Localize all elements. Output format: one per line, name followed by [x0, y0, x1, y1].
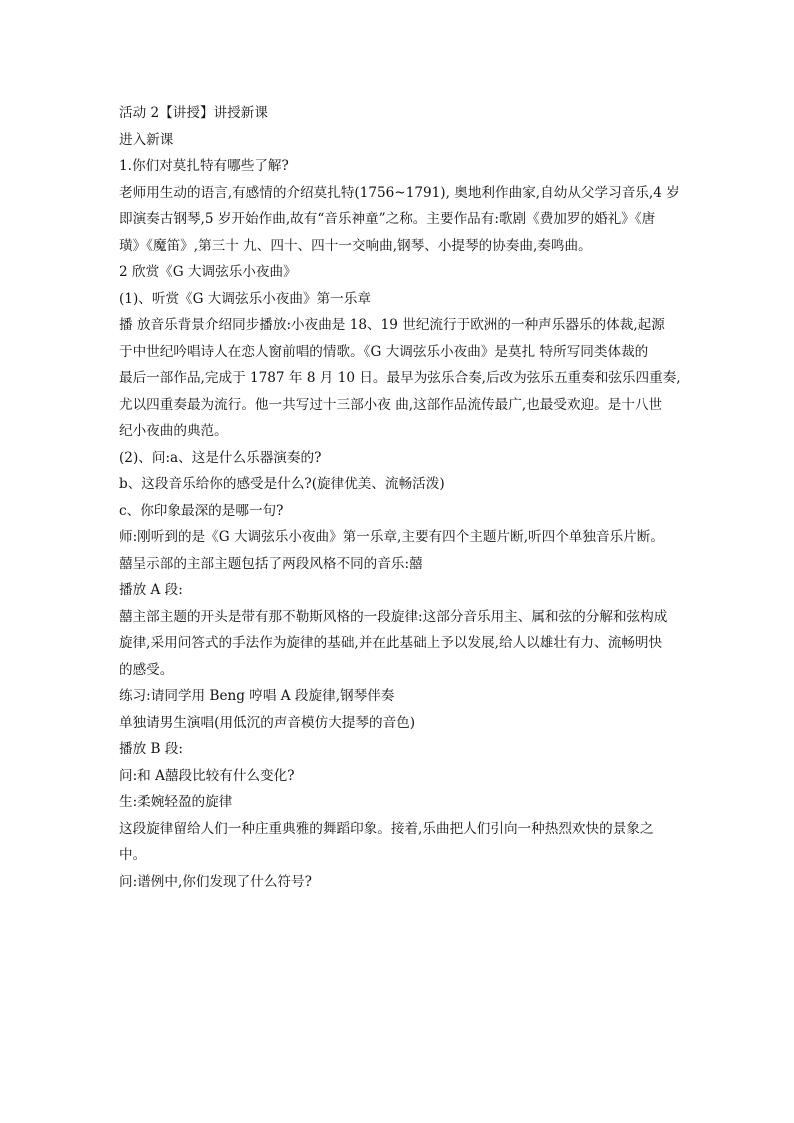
- paragraph-line: 中。: [119, 847, 147, 863]
- paragraph-line: 老师用生动的语言,有感情的介绍莫扎特(1756~1791), 奥地利作曲家,自幼从父学习音乐,4 岁: [119, 184, 680, 201]
- paragraph-line: 的感受。: [119, 661, 174, 678]
- paragraph-line: 璜》《魔笛》,第三十 九、四十、四十一交响曲,钢琴、小提琴的协奏曲,奏鸣曲。: [119, 237, 592, 254]
- paragraph-line: 囍呈示部的主部主题包括了两段风格不同的音乐:囍: [119, 555, 423, 572]
- question-1: 1.你们对莫扎特有哪些了解?: [119, 158, 289, 174]
- paragraph-line: 纪小夜曲的典范。: [119, 423, 228, 439]
- sub-item-2: (2)、问:a、这是什么乐器演奏的?: [119, 449, 322, 466]
- item-2-heading: 2 欣赏《G 大调弦乐小夜曲》: [119, 264, 297, 280]
- paragraph-line: 囍主部主题的开头是带有那不勒斯风格的一段旋律:这部分音乐用主、属和弦的分解和弦构成: [119, 608, 668, 625]
- teacher-line: 师:刚听到的是《G 大调弦乐小夜曲》第一乐章,主要有四个主题片断,听四个单独音乐片断。: [119, 529, 664, 545]
- play-section-b: 播放 B 段:: [119, 741, 183, 757]
- document-body: [119, 100, 679, 895]
- question-b: b、这段音乐给你的感受是什么?(旋律优美、流畅活泼): [119, 476, 445, 492]
- solo-line: 单独请男生演唱(用低沉的声音模仿大提琴的音色): [119, 714, 416, 731]
- paragraph-line: 尤以四重奏最为流行。他一共写过十三部小夜 曲,这部作品流传最广,也最受欢迎。是十八世: [119, 396, 663, 413]
- play-section-a: 播放 A 段:: [119, 582, 183, 598]
- sub-item-1: (1)、听赏《G 大调弦乐小夜曲》第一乐章: [119, 290, 371, 307]
- question-c: c、你印象最深的是哪一句?: [119, 502, 284, 519]
- paragraph-line: 于中世纪吟唱诗人在恋人窗前唱的情歌。《G 大调弦乐小夜曲》是莫扎 特所写同类体裁的: [119, 343, 649, 360]
- section-heading: 活动 2【讲授】讲授新课: [119, 105, 268, 121]
- question-line: 问:和 A囍段比较有什么变化?: [119, 767, 295, 784]
- paragraph-line: 播 放音乐背景介绍同步播放:小夜曲是 18、19 世纪流行于欧洲的一种声乐器乐的体裁,起源: [119, 317, 665, 333]
- paragraph-line: 即演奏古钢琴,5 岁开始作曲,故有“音乐神童”之称。主要作品有:歌剧《费加罗的婚礼》《唐: [119, 211, 656, 227]
- student-line: 生:柔婉轻盈的旋律: [119, 794, 233, 810]
- question-line: 问:谱例中,你们发现了什么符号?: [119, 873, 312, 890]
- practice-line: 练习:请同学用 Beng 哼唱 A 段旋律,钢琴伴奏: [119, 688, 395, 704]
- paragraph-line: 这段旋律留给人们一种庄重典雅的舞蹈印象。接着,乐曲把人们引向一种热烈欢快的景象之: [119, 820, 654, 837]
- paragraph-line: 最后一部作品,完成于 1787 年 8 月 10 日。最早为弦乐合奏,后改为弦乐五重奏和弦乐四重奏,: [119, 370, 681, 386]
- subheading-enter-lesson: 进入新课: [119, 131, 174, 148]
- paragraph-line: 旋律,采用问答式的手法作为旋律的基础,并在此基础上予以发展,给人以雄壮有力、流畅明快: [119, 635, 663, 651]
